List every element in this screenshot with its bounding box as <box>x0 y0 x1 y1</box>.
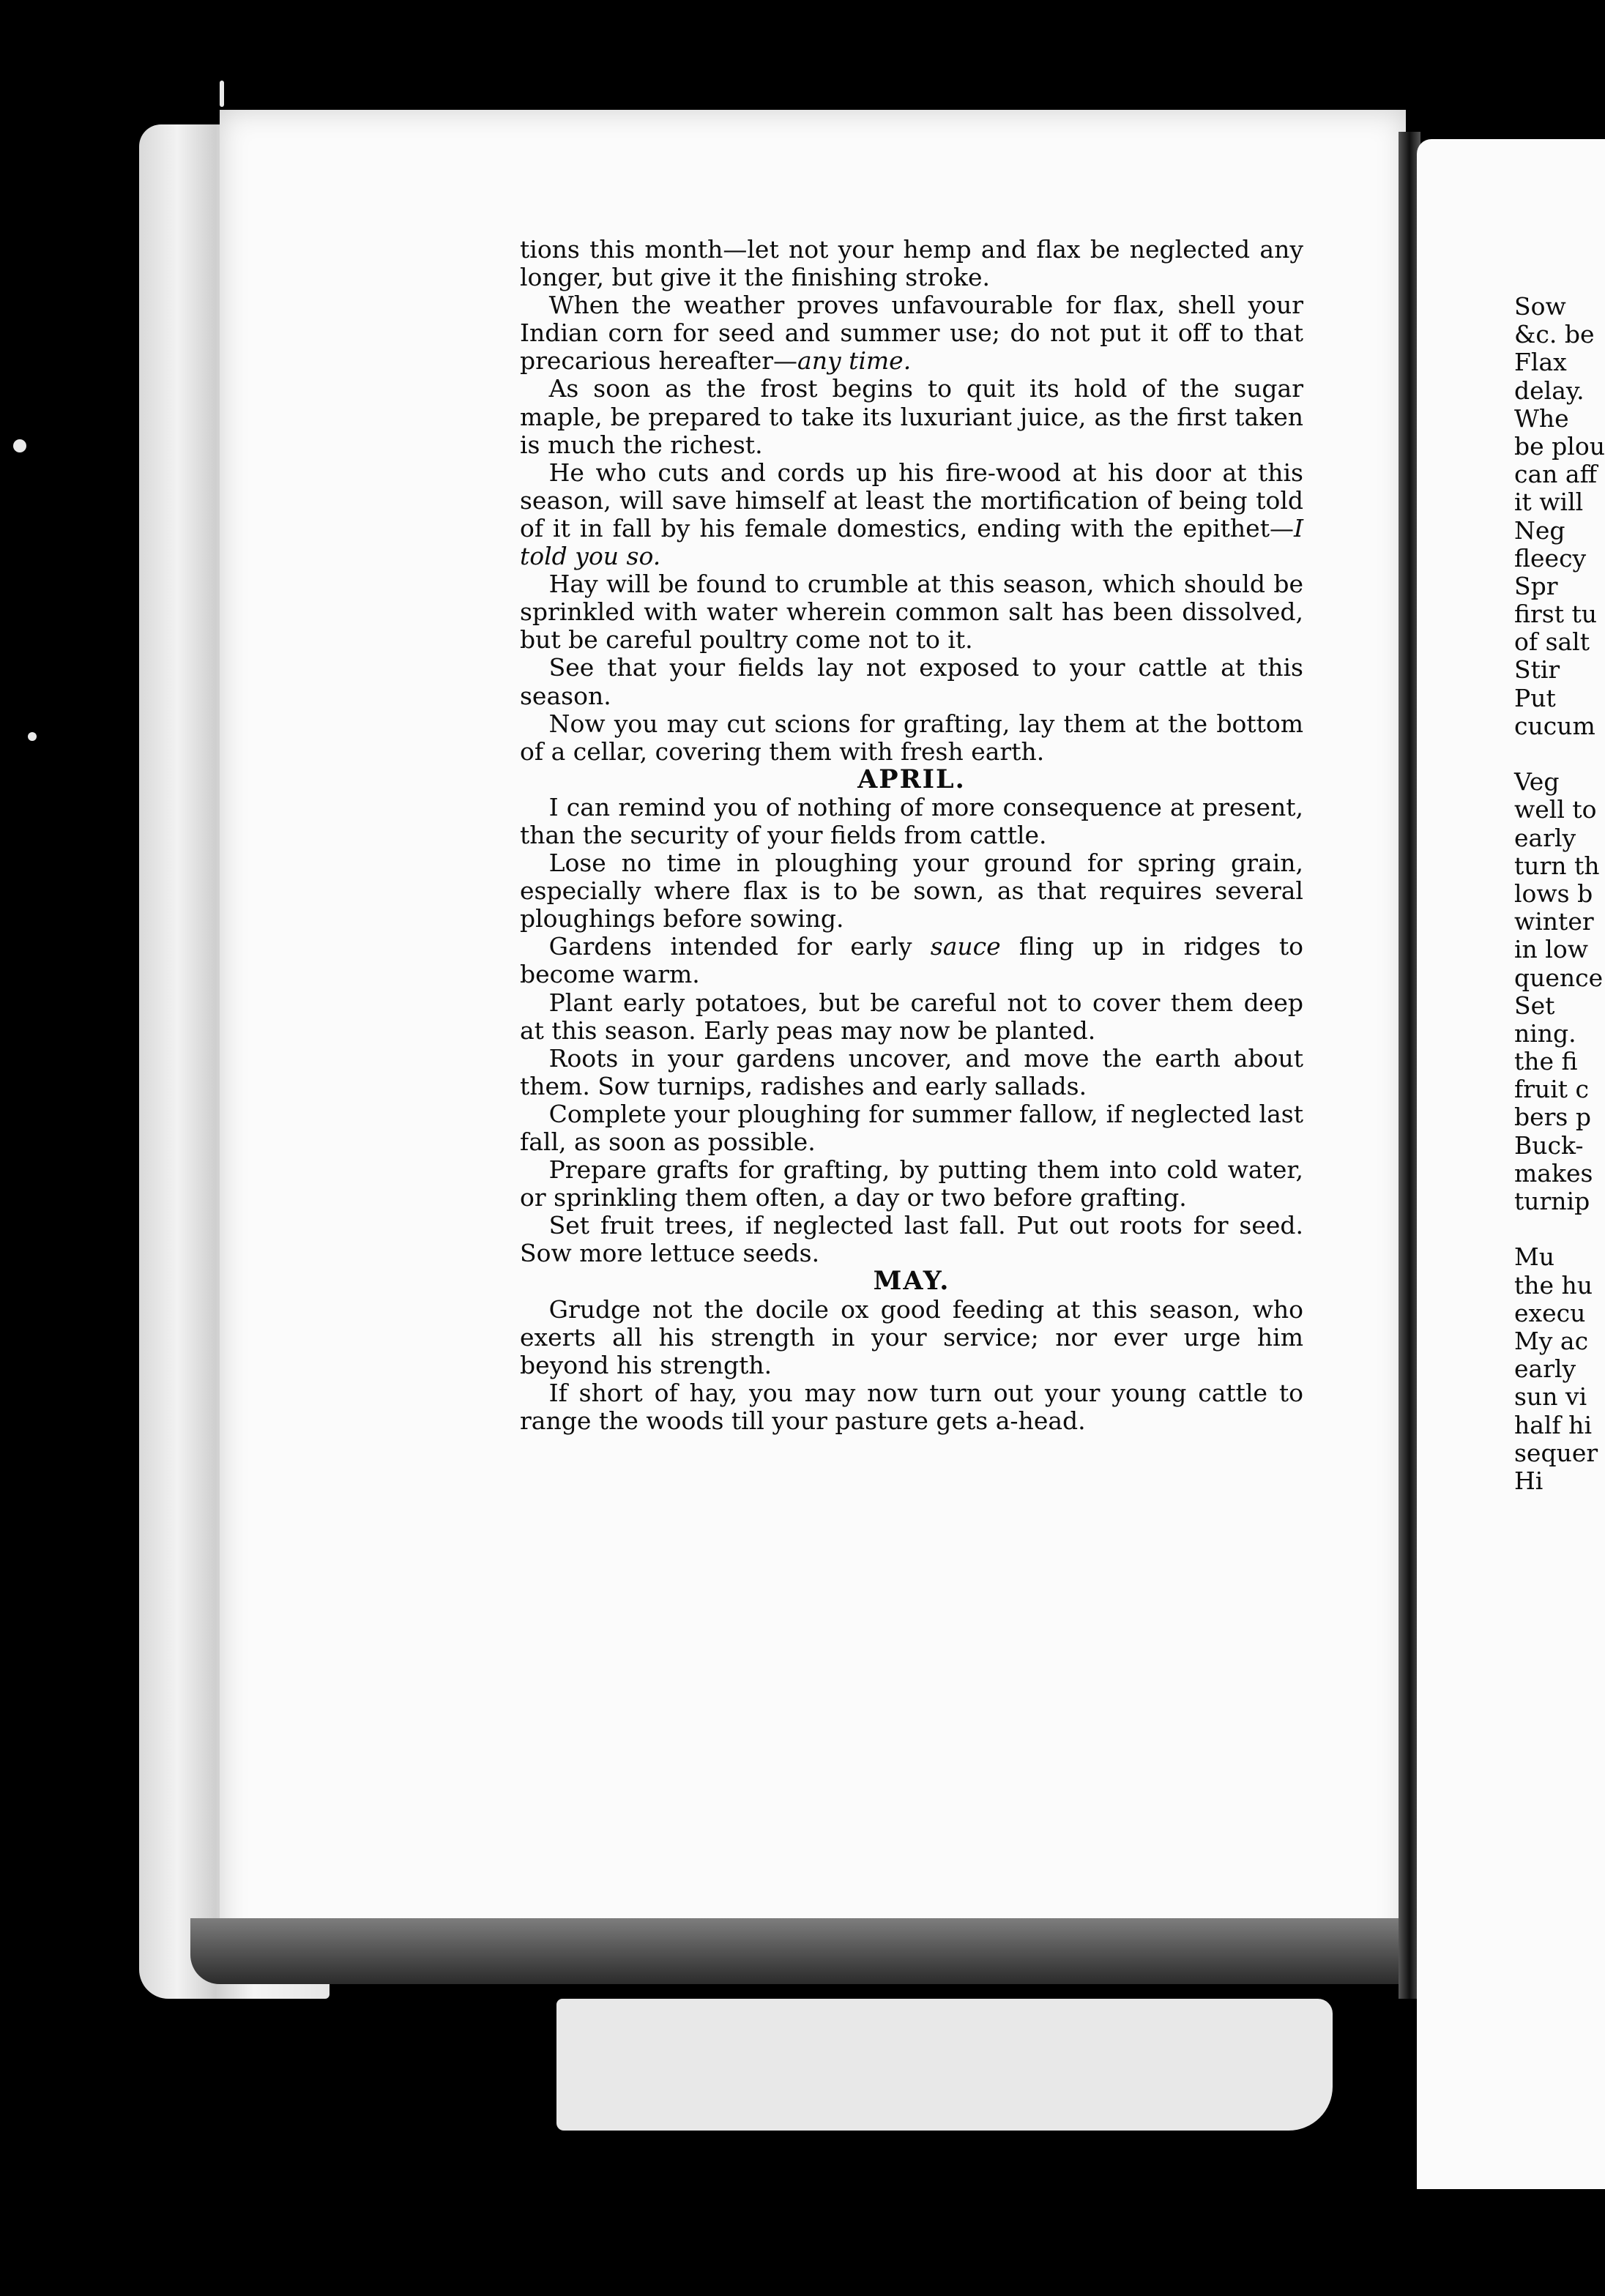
line-fragment: Whe <box>1514 403 1569 433</box>
paper-speck <box>220 81 224 107</box>
line-fragment: early <box>1514 1354 1576 1384</box>
line-fragment: Hi <box>1514 1466 1543 1495</box>
paragraph: He who cuts and cords up his fire-wood at his door at this season, will save himself at least the mortification of being told of it in fall by his female domestics, ending with the epithet—I told you so. <box>520 458 1303 571</box>
book-bottom-edge <box>190 1918 1435 1984</box>
line-fragment: makes <box>1514 1158 1593 1188</box>
line-fragment: bers p <box>1514 1103 1591 1132</box>
line-fragment: can aff <box>1514 460 1598 489</box>
paragraph: Roots in your gardens uncover, and move the earth about them. Sow turnips, radishes and early sallads. <box>520 1043 1303 1100</box>
paragraph: Plant early potatoes, but be careful not to cover them deep at this season. Early peas may now be planted. <box>520 988 1303 1045</box>
italic-phrase: I told you so. <box>520 513 1303 571</box>
line-fragment: Sow <box>1514 292 1566 321</box>
line-fragment: Spr <box>1514 571 1558 600</box>
italic-phrase: any time. <box>797 346 912 376</box>
line-fragment: turn th <box>1514 851 1600 880</box>
line-fragment: half hi <box>1514 1410 1592 1439</box>
month-heading-may: MAY. <box>873 1266 950 1297</box>
line-fragment: Veg <box>1514 767 1560 797</box>
line-fragment: &c. be <box>1514 320 1595 349</box>
line-fragment: fleecy <box>1514 543 1587 573</box>
line-fragment <box>1514 740 1605 768</box>
line-fragment: cucum <box>1514 711 1595 740</box>
line-fragment: lows b <box>1514 879 1593 908</box>
month-heading-april: APRIL. <box>857 764 966 794</box>
line-fragment: in low <box>1514 935 1588 964</box>
paragraph: Lose no time in ploughing your ground for spring grain, especially where flax is to be sown, as that requires several ploughings before sowing. <box>520 849 1303 933</box>
line-fragment: sequer <box>1514 1438 1598 1467</box>
right-page-text <box>1514 293 1605 1495</box>
line-fragment: Flax <box>1514 348 1567 377</box>
line-fragment: ning. <box>1514 1018 1576 1048</box>
line-fragment: quence <box>1514 963 1604 992</box>
paragraph: Gardens intended for early sauce fling up in ridges to become warm. <box>520 932 1304 989</box>
left-page-text <box>520 236 1303 1435</box>
paragraph: When the weather proves unfavourable for flax, shell your Indian corn for seed and summer use; do not put it off to that precarious hereafter—any time. <box>520 291 1303 376</box>
line-fragment: My ac <box>1514 1326 1589 1355</box>
line-fragment: Neg <box>1514 515 1565 545</box>
paragraph: Now you may cut scions for grafting, lay them at the bottom of a cellar, covering them with fresh earth. <box>520 709 1303 766</box>
line-fragment: first tu <box>1514 600 1597 629</box>
line-fragment: well to <box>1514 795 1597 824</box>
paragraph: Grudge not the docile ox good feeding at this season, who exerts all his strength in your service; nor ever urge him beyond his strength. <box>520 1294 1303 1379</box>
paragraph: I can remind you of nothing of more consequence at present, than the security of your fields from cattle. <box>520 792 1303 849</box>
paragraph: Hay will be found to crumble at this season, which should be sprinkled with water wherein common salt has been dissolved, but be careful poultry come not to it. <box>520 570 1303 655</box>
line-fragment: turnip <box>1514 1187 1590 1215</box>
line-fragment: Put <box>1514 683 1556 712</box>
paragraph: If short of hay, you may now turn out your young cattle to range the woods till your pasture gets a-head. <box>520 1378 1303 1435</box>
line-fragment: fruit c <box>1514 1075 1590 1104</box>
line-fragment: winter <box>1514 907 1594 936</box>
line-fragment: of salt <box>1514 627 1590 657</box>
line-fragment: Stir <box>1514 655 1560 685</box>
line-fragment: Set <box>1514 991 1555 1020</box>
paragraph: Complete your ploughing for summer fallow, if neglected last fall, as soon as possible. <box>520 1099 1303 1156</box>
line-fragment: sun vi <box>1514 1382 1587 1412</box>
italic-phrase: sauce <box>930 932 1001 961</box>
line-fragment: be plou <box>1514 431 1605 461</box>
paper-speck <box>28 732 37 741</box>
line-fragment <box>1514 1215 1605 1243</box>
line-fragment: the fi <box>1514 1047 1578 1076</box>
paragraph: See that your fields lay not exposed to your cattle at this season. <box>520 653 1303 710</box>
line-fragment: early <box>1514 823 1576 852</box>
paragraph: Set fruit trees, if neglected last fall. Put out roots for seed. Sow more lettuce seeds. <box>520 1211 1303 1268</box>
paragraph: Prepare grafts for grafting, by putting them into cold water, or sprinkling them often, a day or two before grafting. <box>520 1155 1303 1212</box>
line-fragment: the hu <box>1514 1270 1593 1300</box>
line-fragment: execu <box>1514 1298 1586 1327</box>
paragraph: tions this month—let not your hemp and flax be neglected any longer, but give it the finishing stroke. <box>520 235 1303 292</box>
paragraph: As soon as the frost begins to quit its hold of the sugar maple, be prepared to take its luxuriant juice, as the first taken is much the richest. <box>520 374 1303 459</box>
paper-speck <box>13 439 26 452</box>
bottom-page-fragment <box>556 1999 1333 2131</box>
line-fragment: Buck- <box>1514 1130 1584 1160</box>
line-fragment: Mu <box>1514 1242 1555 1272</box>
line-fragment: delay. <box>1514 376 1584 405</box>
line-fragment: it will <box>1514 488 1584 517</box>
